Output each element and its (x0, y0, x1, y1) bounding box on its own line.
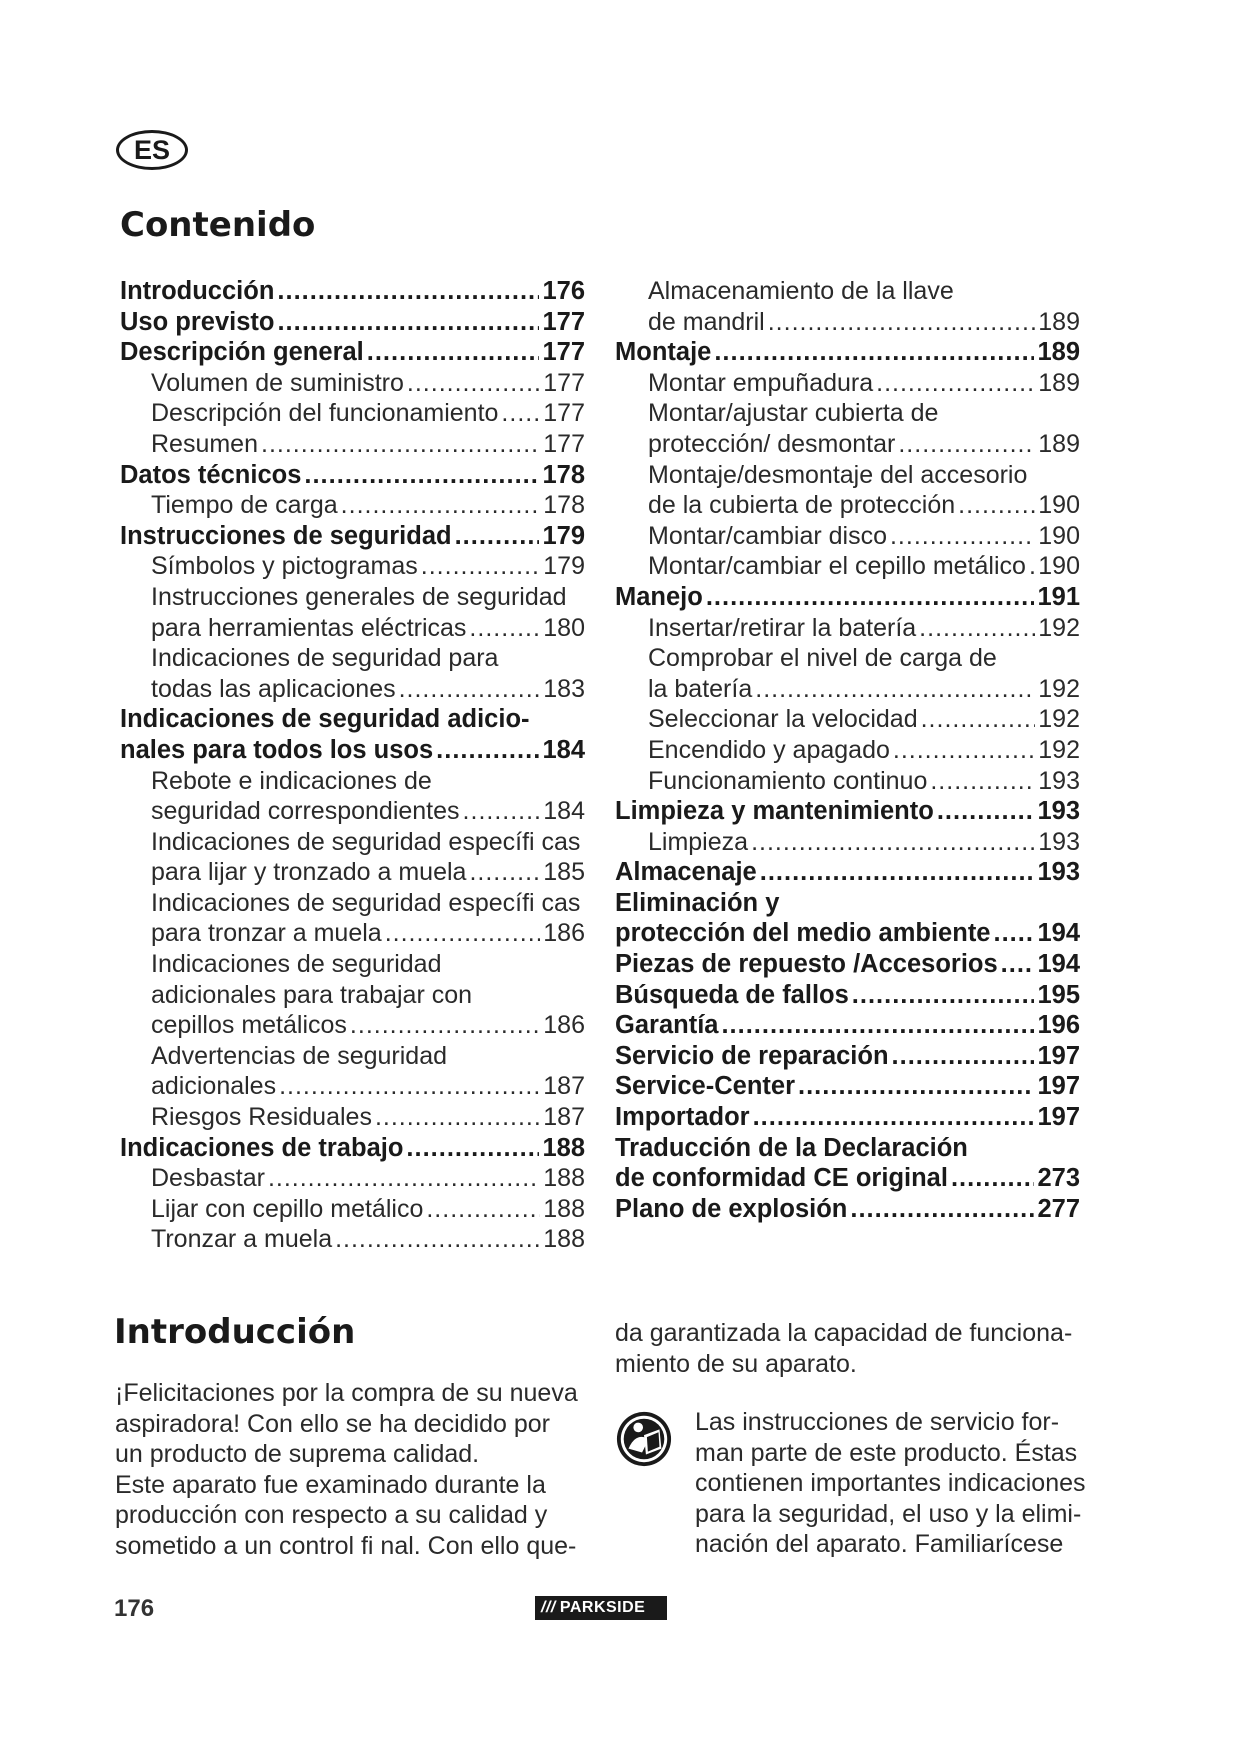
toc-page-number: 193 (1037, 797, 1080, 826)
toc-entry-title: Símbolos y pictogramas (151, 552, 418, 581)
toc-entry-title: Montar/cambiar el cepillo metálico (648, 552, 1026, 581)
toc-page-number: 189 (1038, 307, 1080, 336)
toc-leader-dots (751, 827, 1035, 858)
toc-page-number: 197 (1037, 1072, 1080, 1101)
toc-page-number: 188 (543, 1225, 585, 1254)
toc-entry (120, 490, 585, 521)
toc-entry-title: Almacenamiento de la llave (648, 277, 954, 305)
toc-entry-title: nales para todos los usos (120, 735, 434, 764)
toc-leader-dots (921, 704, 1036, 735)
toc-leader-dots (951, 1163, 1035, 1194)
toc-entry (615, 582, 1080, 613)
toc-entry (615, 337, 1080, 368)
toc-leader-dots (501, 398, 540, 429)
toc-entry-title: Introducción (120, 277, 275, 305)
text-line: da garantizada la capacidad de funciona- (615, 1319, 1073, 1347)
toc-entry-title: Montaje/desmontaje del accesorio (648, 460, 1028, 489)
manual-note-paragraph (695, 1407, 1095, 1560)
toc-leader-dots (469, 613, 540, 644)
toc-left-column (120, 276, 585, 1255)
toc-page-number: 189 (1038, 368, 1080, 397)
toc-page-number: 190 (1038, 552, 1080, 581)
toc-entry (615, 918, 1080, 949)
toc-entry (120, 980, 585, 1011)
toc-entry-title: Almacenaje (615, 858, 757, 887)
toc-entry (120, 827, 585, 858)
toc-entry (120, 796, 585, 827)
toc-entry-title: seguridad correspondientes (151, 797, 460, 826)
toc-entry (615, 949, 1080, 980)
toc-leader-dots (455, 521, 540, 552)
toc-entry (120, 307, 585, 338)
toc-leader-dots (261, 429, 540, 460)
toc-leader-dots (304, 460, 539, 491)
toc-page-number: 178 (542, 460, 585, 489)
toc-page-number: 197 (1037, 1041, 1080, 1070)
toc-entry-title: Funcionamiento continuo (648, 766, 928, 795)
toc-leader-dots (335, 1224, 540, 1255)
toc-leader-dots (277, 276, 539, 307)
toc-page-number: 176 (542, 277, 585, 305)
toc-entry-title: Búsqueda de fallos (615, 980, 849, 1009)
text-line: Este aparato fue examinado durante la (115, 1470, 546, 1499)
toc-page-number: 189 (1037, 338, 1080, 367)
toc-entry-title: para lijar y tronzado a muela (151, 858, 467, 887)
toc-leader-dots (436, 735, 539, 766)
toc-leader-dots (893, 735, 1035, 766)
toc-entry-title: Indicaciones de seguridad adicio- (120, 705, 530, 734)
brand-logo (535, 1596, 667, 1620)
toc-entry (120, 1163, 585, 1194)
toc-entry (120, 918, 585, 949)
toc-entry-title: Rebote e indicaciones de (151, 766, 432, 795)
toc-leader-dots (994, 918, 1035, 949)
toc-page-number: 177 (543, 399, 585, 428)
toc-entry (120, 521, 585, 552)
toc-entry-title: Piezas de repuesto /Accesorios (615, 950, 998, 979)
toc-leader-dots (279, 1071, 540, 1102)
toc-entry-title: de mandril (648, 307, 765, 336)
toc-entry-title: Instrucciones generales de seguridad (151, 582, 567, 611)
toc-leader-dots (753, 1102, 1035, 1133)
toc-leader-dots (706, 582, 1035, 613)
toc-entry-title: Indicaciones de seguridad específi cas (151, 827, 581, 856)
toc-entry-title: Datos técnicos (120, 460, 302, 489)
toc-right-column (615, 276, 1080, 1224)
intro-paragraph-right (615, 1318, 1085, 1379)
toc-leader-dots (892, 1041, 1035, 1072)
toc-entry-title: Importador (615, 1103, 750, 1132)
language-badge: ES (116, 130, 188, 170)
text-line: Las instrucciones de servicio for- (695, 1408, 1060, 1436)
toc-entry-title: Uso previsto (120, 307, 275, 336)
toc-entry-title: Montar/ajustar cubierta de (648, 399, 939, 428)
toc-entry (615, 276, 1080, 307)
toc-entry-title: Limpieza y mantenimiento (615, 797, 934, 826)
toc-leader-dots (277, 307, 539, 338)
text-line: nación del aparato. Familiarícese (695, 1530, 1064, 1558)
toc-entry-title: Advertencias de seguridad (151, 1041, 448, 1070)
text-line: aspiradora! Con ello se ha decidido por (115, 1409, 550, 1438)
toc-leader-dots (898, 429, 1035, 460)
intro-paragraph-left (115, 1378, 585, 1561)
text-line: un producto de suprema calidad. (115, 1440, 480, 1468)
toc-leader-dots (399, 674, 541, 705)
toc-entry (615, 766, 1080, 797)
toc-leader-dots (852, 980, 1035, 1011)
toc-page-number: 193 (1038, 766, 1080, 795)
text-line: producción con respecto a su calidad y (115, 1501, 548, 1529)
toc-entry-title: cepillos metálicos (151, 1011, 347, 1040)
toc-page-number: 192 (1038, 705, 1080, 734)
toc-leader-dots (930, 766, 1035, 797)
toc-entry (615, 307, 1080, 338)
text-line: ¡Felicitaciones por la compra de su nueva (115, 1379, 578, 1407)
toc-entry-title: todas las aplicaciones (151, 674, 396, 703)
text-line: contienen importantes indicaciones (695, 1469, 1086, 1497)
toc-page-number: 187 (543, 1103, 585, 1132)
toc-entry (615, 368, 1080, 399)
toc-entry-title: Descripción general (120, 338, 364, 367)
toc-page-number: 192 (1038, 674, 1080, 703)
toc-leader-dots (426, 1194, 540, 1225)
toc-page-number: 193 (1037, 858, 1080, 887)
toc-entry (615, 490, 1080, 521)
toc-leader-dots (876, 368, 1035, 399)
toc-page-number: 194 (1037, 919, 1080, 948)
toc-entry (615, 674, 1080, 705)
toc-entry-title: Servicio de reparación (615, 1041, 889, 1070)
toc-entry (615, 1163, 1080, 1194)
toc-entry-title: Descripción del funcionamiento (151, 399, 499, 428)
toc-entry (120, 704, 585, 735)
toc-entry-title: protección/ desmontar (648, 429, 896, 458)
toc-page-number: 186 (543, 919, 585, 948)
toc-entry-title: Manejo (615, 582, 703, 611)
toc-page-number: 177 (543, 368, 585, 397)
toc-leader-dots (755, 674, 1035, 705)
toc-entry-title: Montar empuñadura (648, 368, 874, 397)
toc-leader-dots (268, 1163, 540, 1194)
toc-entry-title: Insertar/retirar la batería (648, 613, 917, 642)
toc-entry-title: Montar/cambiar disco (648, 521, 887, 550)
toc-page-number: 190 (1038, 521, 1080, 550)
toc-entry-title: Montaje (615, 338, 712, 367)
toc-leader-dots (407, 368, 540, 399)
toc-entry (120, 1194, 585, 1225)
toc-entry (615, 1041, 1080, 1072)
toc-entry-title: Comprobar el nivel de carga de (648, 644, 997, 673)
toc-entry (120, 735, 585, 766)
toc-entry (120, 368, 585, 399)
toc-entry-title: para herramientas eléctricas (151, 613, 467, 642)
toc-page-number: 189 (1038, 429, 1080, 458)
toc-entry (615, 857, 1080, 888)
toc-entry-title: protección del medio ambiente (615, 919, 991, 948)
toc-page-number: 193 (1038, 827, 1080, 856)
toc-leader-dots (798, 1071, 1034, 1102)
toc-page-number: 186 (543, 1011, 585, 1040)
toc-entry-title: Traducción de la Declaración (615, 1133, 968, 1162)
toc-entry-title: Indicaciones de seguridad para (151, 644, 499, 673)
toc-entry (120, 460, 585, 491)
toc-entry (120, 1041, 585, 1072)
toc-leader-dots (890, 521, 1035, 552)
toc-entry (615, 613, 1080, 644)
toc-entry (615, 521, 1080, 552)
toc-entry (120, 643, 585, 674)
toc-entry (120, 1102, 585, 1133)
toc-page-number: 197 (1037, 1103, 1080, 1132)
toc-entry (615, 827, 1080, 858)
toc-page-number: 195 (1037, 980, 1080, 1009)
toc-entry-title: Limpieza (648, 827, 749, 856)
toc-page-number: 180 (543, 613, 585, 642)
toc-leader-dots (375, 1102, 540, 1133)
toc-entry (120, 1071, 585, 1102)
toc-leader-dots (367, 337, 540, 368)
toc-entry (120, 337, 585, 368)
toc-entry-title: Desbastar (151, 1164, 265, 1193)
toc-leader-dots (350, 1010, 540, 1041)
toc-entry-title: Garantía (615, 1011, 719, 1040)
toc-entry (615, 460, 1080, 491)
toc-entry-title: Encendido y apagado (648, 735, 890, 764)
toc-entry (120, 398, 585, 429)
toc-entry-title: para tronzar a muela (151, 919, 382, 948)
toc-entry-title: adicionales para trabajar con (151, 980, 473, 1009)
toc-entry-title: Resumen (151, 429, 258, 458)
toc-entry-title: Indicaciones de seguridad específi cas (151, 888, 581, 917)
toc-entry-title: Service-Center (615, 1072, 796, 1101)
toc-entry-title: Tiempo de carga (151, 491, 338, 520)
toc-entry-title: adicionales (151, 1072, 277, 1101)
toc-entry (120, 582, 585, 613)
toc-page-number: 194 (1037, 950, 1080, 979)
toc-page-number: 177 (542, 338, 585, 367)
toc-page-number: 192 (1038, 613, 1080, 642)
toc-leader-dots (406, 1133, 539, 1164)
toc-page-number: 184 (542, 735, 585, 764)
toc-entry (120, 613, 585, 644)
toc-page-number: 179 (542, 521, 585, 550)
toc-entry (615, 1010, 1080, 1041)
toc-entry (120, 888, 585, 919)
toc-page-number: 184 (543, 797, 585, 826)
toc-page-number: 177 (543, 429, 585, 458)
toc-page-number: 187 (543, 1072, 585, 1101)
toc-entry (120, 1010, 585, 1041)
toc-entry (615, 429, 1080, 460)
toc-leader-dots (341, 490, 541, 521)
brand-slashes: /// (541, 1599, 556, 1616)
toc-entry-title: la batería (648, 674, 753, 703)
toc-page-number: 183 (543, 674, 585, 703)
toc-page-number: 188 (543, 1164, 585, 1193)
intro-title: Introducción (114, 1312, 356, 1352)
toc-page-number: 179 (543, 552, 585, 581)
toc-entry (120, 551, 585, 582)
toc-entry-title: de la cubierta de protección (648, 491, 956, 520)
toc-page-number: 191 (1037, 582, 1080, 611)
text-line: para la seguridad, el uso y la elimi- (695, 1499, 1082, 1528)
toc-entry (120, 1224, 585, 1255)
toc-entry (120, 766, 585, 797)
toc-page-number: 188 (542, 1133, 585, 1162)
toc-page-number: 273 (1037, 1164, 1080, 1193)
toc-entry (615, 796, 1080, 827)
toc-entry-title: Instrucciones de seguridad (120, 521, 452, 550)
toc-entry-title: Plano de explosión (615, 1194, 848, 1223)
toc-leader-dots (1029, 551, 1035, 582)
toc-leader-dots (385, 918, 541, 949)
toc-leader-dots (760, 857, 1035, 888)
toc-page-number: 277 (1037, 1194, 1080, 1223)
toc-leader-dots (463, 796, 541, 827)
toc-entry (120, 949, 585, 980)
toc-entry (615, 1133, 1080, 1164)
toc-entry (615, 735, 1080, 766)
toc-entry (615, 1102, 1080, 1133)
toc-leader-dots (469, 857, 540, 888)
toc-entry (615, 643, 1080, 674)
toc-entry (615, 398, 1080, 429)
toc-entry-title: Lijar con cepillo metálico (151, 1194, 424, 1223)
read-manual-icon (615, 1410, 673, 1468)
toc-entry (120, 857, 585, 888)
toc-entry (615, 1194, 1080, 1225)
toc-entry-title: Eliminación y (615, 888, 780, 917)
toc-leader-dots (714, 337, 1034, 368)
toc-leader-dots (721, 1010, 1034, 1041)
toc-entry (120, 674, 585, 705)
toc-page-number: 196 (1037, 1011, 1080, 1040)
toc-entry-title: Seleccionar la velocidad (648, 705, 918, 734)
toc-entry-title: Riesgos Residuales (151, 1103, 372, 1132)
toc-title: Contenido (120, 205, 316, 245)
toc-entry (615, 551, 1080, 582)
brand-name: PARKSIDE (559, 1599, 646, 1616)
toc-entry (615, 888, 1080, 919)
toc-entry (120, 276, 585, 307)
toc-leader-dots (421, 551, 541, 582)
toc-leader-dots (937, 796, 1035, 827)
toc-entry (615, 704, 1080, 735)
toc-page-number: 192 (1038, 735, 1080, 764)
toc-page-number: 177 (542, 307, 585, 336)
toc-leader-dots (768, 307, 1036, 338)
text-line: man parte de este producto. Éstas (695, 1438, 1078, 1467)
toc-entry (615, 1071, 1080, 1102)
toc-page-number: 190 (1038, 491, 1080, 520)
toc-leader-dots (850, 1194, 1034, 1225)
toc-page-number: 178 (543, 491, 585, 520)
toc-entry-title: de conformidad CE original (615, 1164, 948, 1193)
toc-leader-dots (958, 490, 1035, 521)
toc-entry-title: Tronzar a muela (151, 1225, 333, 1254)
toc-entry (120, 429, 585, 460)
toc-entry-title: Volumen de suministro (151, 368, 404, 397)
toc-entry (615, 980, 1080, 1011)
toc-page-number: 188 (543, 1194, 585, 1223)
toc-entry-title: Indicaciones de trabajo (120, 1133, 404, 1162)
toc-entry (120, 1133, 585, 1164)
text-line: miento de su aparato. (615, 1349, 857, 1378)
text-line: sometido a un control fi nal. Con ello que- (115, 1531, 577, 1560)
toc-entry-title: Indicaciones de seguridad (151, 950, 442, 979)
toc-leader-dots (919, 613, 1035, 644)
page-number: 176 (114, 1595, 155, 1622)
toc-leader-dots (1001, 949, 1035, 980)
toc-page-number: 185 (543, 858, 585, 887)
